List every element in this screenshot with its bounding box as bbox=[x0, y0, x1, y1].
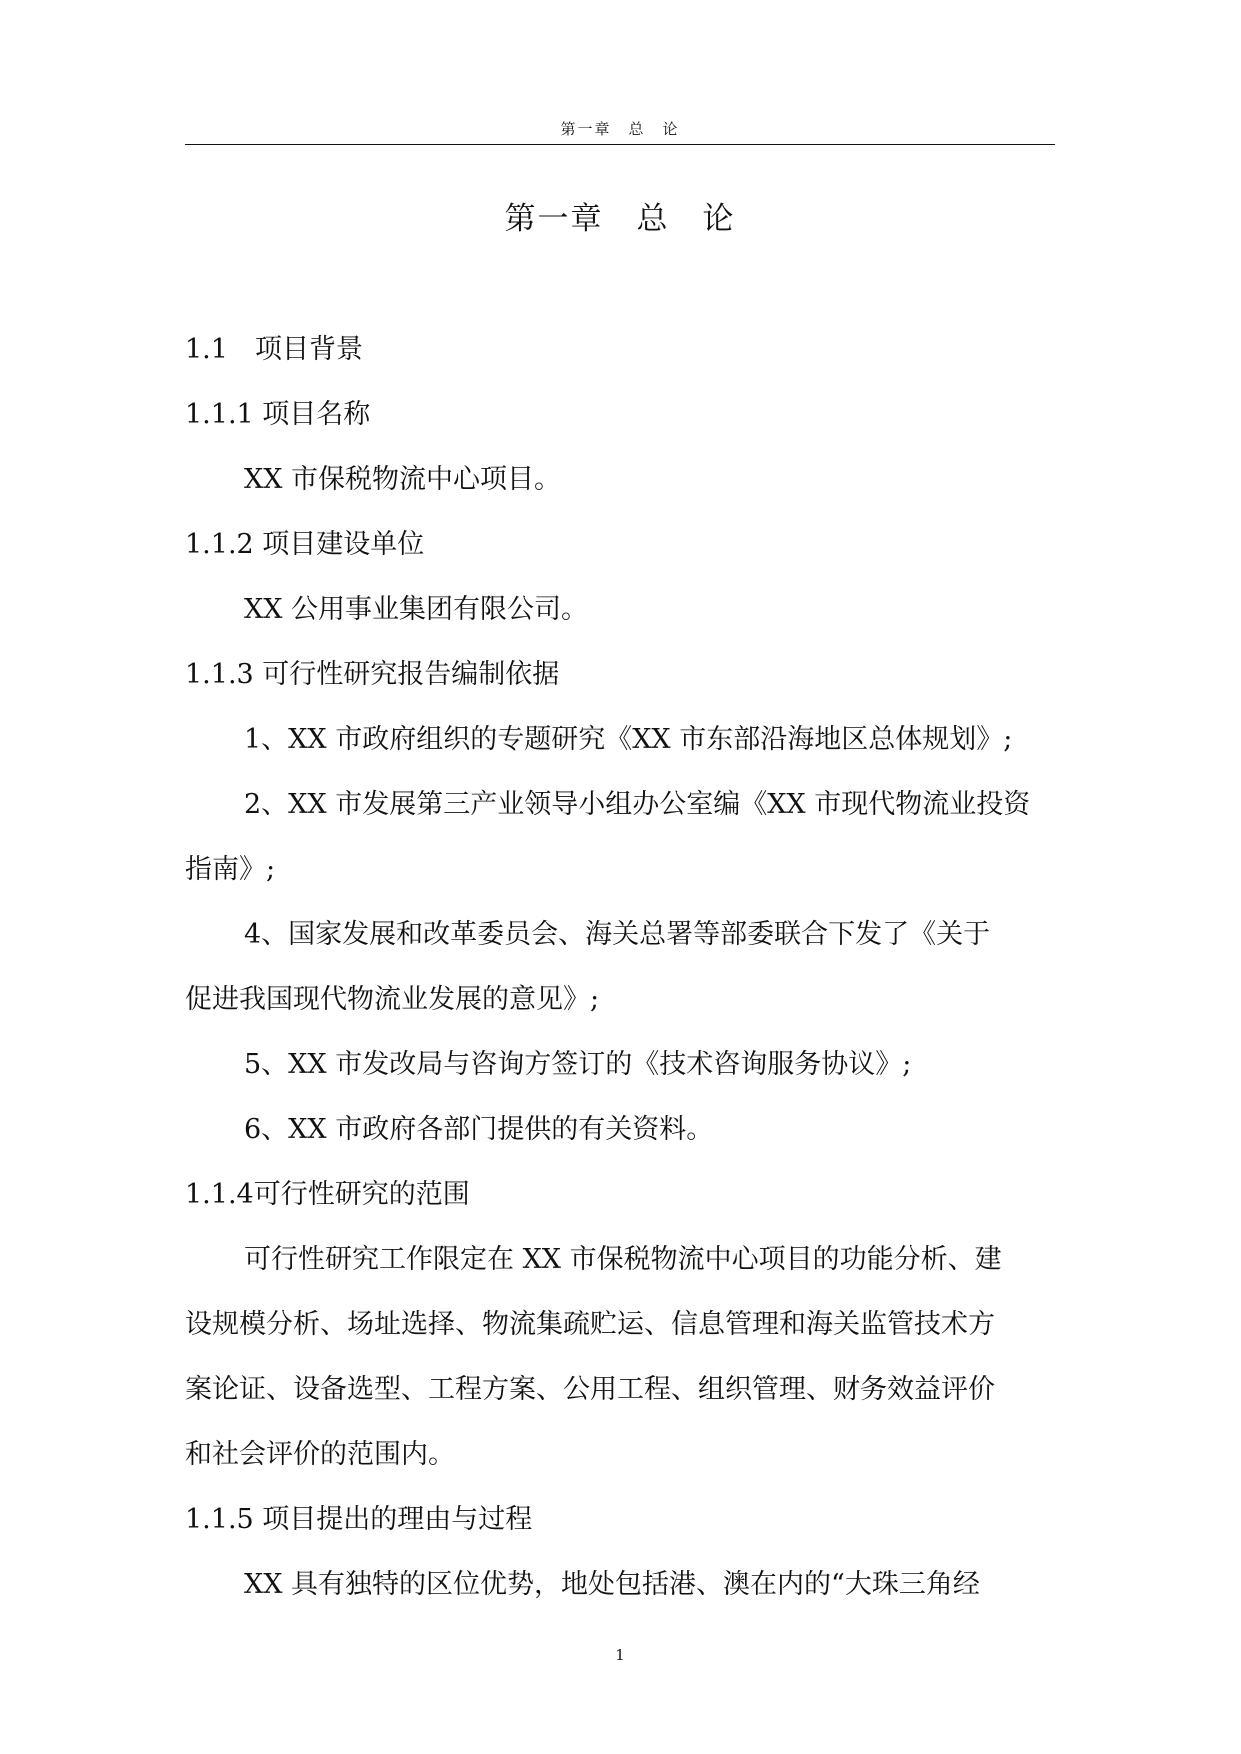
paragraph-line: 可行性研究工作限定在 XX 市保税物流中心项目的功能分析、建 bbox=[244, 1244, 1002, 1275]
list-item: 2、XX 市发展第三产业领导小组办公室编《XX 市现代物流业投资 bbox=[244, 789, 1031, 820]
paragraph-line: 案论证、设备选型、工程方案、公用工程、组织管理、财务效益评价 bbox=[185, 1374, 995, 1405]
list-item-continuation: 促进我国现代物流业发展的意见》; bbox=[185, 984, 600, 1015]
paragraph-line: XX 市保税物流中心项目。 bbox=[244, 464, 562, 495]
list-item: 5、XX 市发改局与咨询方签订的《技术咨询服务协议》; bbox=[244, 1049, 912, 1080]
subsection-heading: 1.1.3 可行性研究报告编制依据 bbox=[185, 659, 560, 690]
list-item-continuation: 指南》; bbox=[185, 854, 276, 885]
subsection-heading: 1.1.5 项目提出的理由与过程 bbox=[185, 1504, 533, 1535]
paragraph-line: XX 公用事业集团有限公司。 bbox=[244, 594, 589, 625]
paragraph-line: 和社会评价的范围内。 bbox=[185, 1439, 455, 1470]
paragraph-line: 设规模分析、场址选择、物流集疏贮运、信息管理和海关监管技术方 bbox=[185, 1309, 995, 1340]
subsection-heading: 1.1.4可行性研究的范围 bbox=[185, 1179, 470, 1210]
header-divider bbox=[185, 144, 1055, 145]
chapter-title: 第一章 总 论 bbox=[504, 201, 736, 237]
page-number: 1 bbox=[615, 1646, 625, 1664]
subsection-heading: 1.1.1 项目名称 bbox=[185, 399, 371, 430]
running-header: 第一章 总 论 bbox=[560, 120, 680, 138]
list-item: 6、XX 市政府各部门提供的有关资料。 bbox=[244, 1114, 714, 1145]
section-heading: 1.1 项目背景 bbox=[185, 334, 363, 365]
body-text bbox=[185, 317, 1055, 1617]
paragraph-line: XX 具有独特的区位优势，地处包括港、澳在内的“大珠三角经 bbox=[244, 1569, 980, 1600]
list-item: 1、XX 市政府组织的专题研究《XX 市东部沿海地区总体规划》; bbox=[244, 724, 1013, 755]
list-item: 4、国家发展和改革委员会、海关总署等部委联合下发了《关于 bbox=[244, 919, 991, 950]
subsection-heading: 1.1.2 项目建设单位 bbox=[185, 529, 425, 560]
